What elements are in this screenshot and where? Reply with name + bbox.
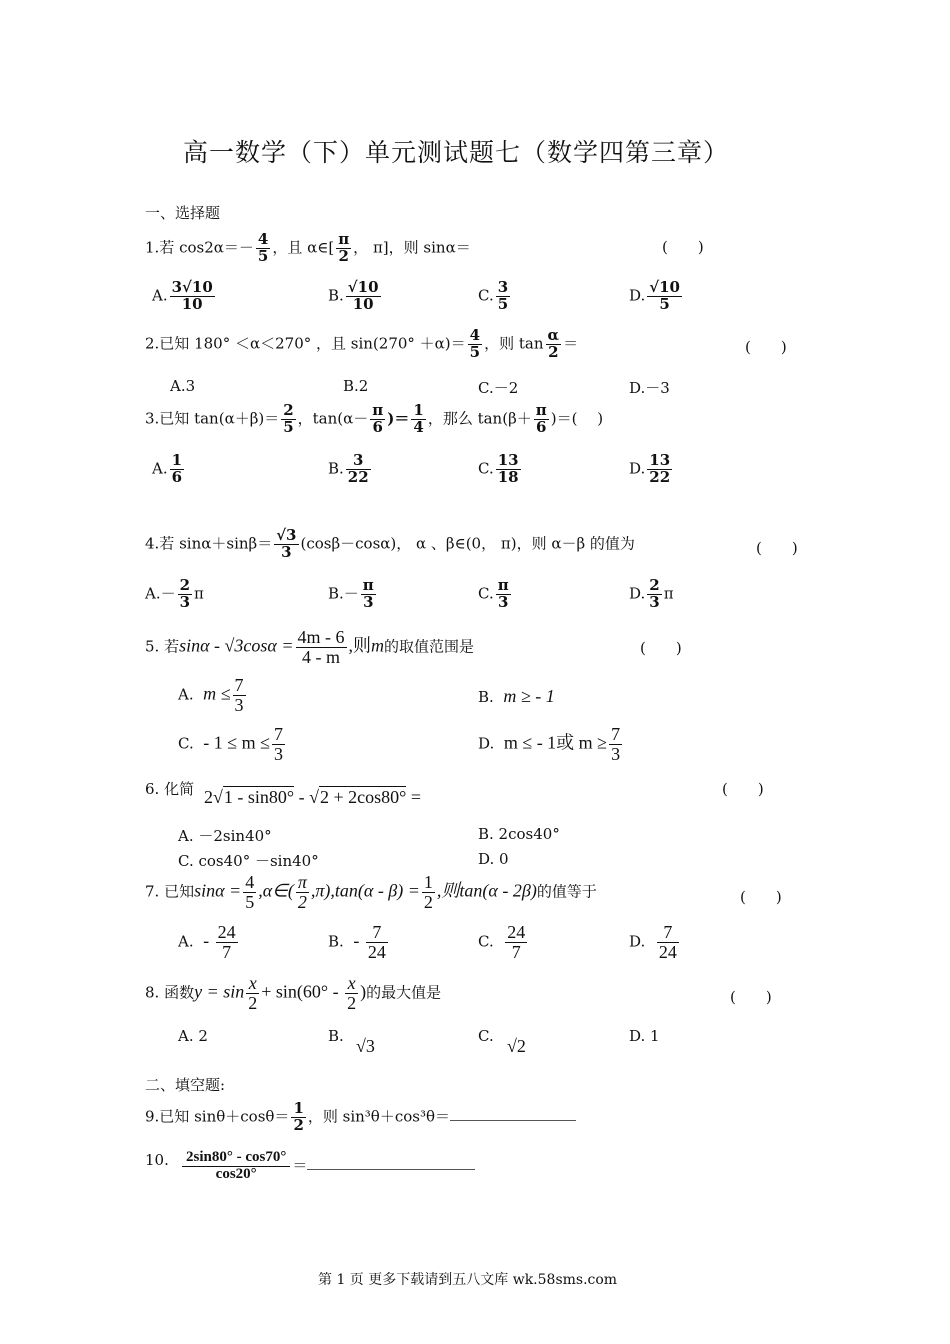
q6-option-a: A. －2sin40° xyxy=(178,827,272,845)
question-10: $\frac{2\sin 80^\circ - \cos 70^\circ}{\cos 20^\circ}$ ＝ xyxy=(180,1150,475,1183)
question-4: 4.若 sinα＋sinβ＝ $\frac{√3}{3}$ (cosβ－cosα)， α 、β∈(0， π)，则 α－β 的值为 xyxy=(145,526,635,561)
q7-option-d: D. $\frac{7}{24}$ xyxy=(629,922,677,962)
q7-option-c: C. $\frac{24}{7}$ xyxy=(478,922,526,962)
q6-option-d: D. 0 xyxy=(478,850,509,868)
q8-option-d: D. 1 xyxy=(629,1027,660,1045)
answer-paren: ( ) xyxy=(756,539,798,557)
q4-option-c: C. $\frac{\pi}{3}$ xyxy=(478,576,509,611)
answer-blank[interactable] xyxy=(450,1120,576,1121)
q8-option-b-value: √3 xyxy=(356,1036,375,1056)
q6-option-c: C. cos40° －sin40° xyxy=(178,852,319,870)
answer-paren: ( ) xyxy=(745,338,787,356)
q3-option-d: D. $\frac{13}{22}$ xyxy=(629,451,671,486)
q1-option-a: A. $\frac{3√10}{10}$ xyxy=(152,278,213,313)
page-title: 高一数学（下）单元测试题七（数学四第三章） xyxy=(183,138,730,167)
q6-expression: 2√1 - sin80° - √2 + 2cos80° = xyxy=(204,787,421,807)
q2-option-d: D.－3 xyxy=(629,379,670,397)
question-5: 5. 若sinα - √3cosα = $\frac{4m - 6}{4 - m}$ ,则m的取值范围是 xyxy=(145,627,475,667)
section-heading-fill: 二、填空题: xyxy=(145,1076,226,1094)
q4-option-a: A.－ $\frac{2}{3}$ π xyxy=(145,576,204,611)
q4-option-d: D. $\frac{2}{3}$ π xyxy=(629,576,674,611)
q8-option-c-value: √2 xyxy=(507,1036,526,1056)
q2-option-b: B.2 xyxy=(343,377,369,395)
q1-option-b: B. $\frac{√10}{10}$ xyxy=(328,278,379,313)
q5-option-c: C. - 1 ≤ m ≤ $\frac{7}{3}$ xyxy=(178,724,284,764)
question-2: 2.已知 180° ＜α＜270° ，且 sin(270° ＋α)＝ $\frac{4}{5}$ ，则 tan $\frac{\alpha}{2}$ ＝ xyxy=(145,326,579,361)
page-footer: 第 1 页 更多下载请到五八文库 wk.58sms.com xyxy=(318,1272,618,1288)
answer-paren: ( ) xyxy=(730,988,772,1006)
question-9: 9.已知 sinθ＋cosθ＝ $\frac{1}{2}$ ，则 sin³θ＋cos³θ＝ xyxy=(145,1101,576,1134)
question-6: 6. 化简 xyxy=(145,780,195,798)
q1-option-c: C. $\frac{3}{5}$ xyxy=(478,278,509,313)
q8-option-a: A. 2 xyxy=(178,1027,208,1045)
answer-paren: ( ) xyxy=(640,639,682,657)
q3-option-a: A. $\frac{1}{6}$ xyxy=(152,451,183,486)
q5-option-b: B. m ≥ - 1 xyxy=(478,686,555,706)
q5-option-d: D. m ≤ - 1或 m ≥ $\frac{7}{3}$ xyxy=(478,724,621,764)
question-8: 8. 函数y = sin $\frac{x}{2}$ + sin(60° - $\frac{x}{2}$ )的最大值是 xyxy=(145,973,442,1013)
question-3: 3.已知 tan(α＋β)＝ $\frac{2}{5}$ ，tan(α－ $\frac{\pi}{6}$ )＝ $\frac{1}{4}$ ，那么 tan(β＋ $\frac{\pi}{6}$ )＝( ) xyxy=(145,401,604,436)
answer-paren: ( ) xyxy=(740,888,782,906)
q4-option-b: B.－ $\frac{\pi}{3}$ xyxy=(328,576,374,611)
q7-option-a: A. - $\frac{24}{7}$ xyxy=(178,922,236,962)
q3-option-c: C. $\frac{13}{18}$ xyxy=(478,451,519,486)
question-7: 7. 已知sinα = $\frac{4}{5}$ ,α∈( $\frac{\pi}{2}$ ,π),tan(α - β) = $\frac{1}{2}$ ,则tan(α - 2β)的值等于 xyxy=(145,872,597,912)
q2-option-c: C.－2 xyxy=(478,379,519,397)
q8-option-c: C. xyxy=(478,1027,494,1045)
section-heading-choice: 一、选择题 xyxy=(145,204,221,222)
answer-blank[interactable] xyxy=(307,1169,475,1170)
q7-option-b: B. - $\frac{7}{24}$ xyxy=(328,922,386,962)
q8-option-b: B. xyxy=(328,1027,344,1045)
q3-option-b: B. $\frac{3}{22}$ xyxy=(328,451,369,486)
q2-option-a: A.3 xyxy=(170,377,196,395)
q5-option-a: A. m ≤ $\frac{7}{3}$ xyxy=(178,675,244,715)
q1-option-d: D. $\frac{√10}{5}$ xyxy=(629,278,680,313)
answer-paren: ( ) xyxy=(662,238,704,256)
question-1: 1.若 cos2α＝－ $\frac{4}{5}$ ，且 α∈[ $\frac{\pi}{2}$ ， π]，则 sinα＝ xyxy=(145,230,471,265)
q10-number: 10. xyxy=(145,1151,169,1169)
answer-paren: ( ) xyxy=(722,780,764,798)
q6-option-b: B. 2cos40° xyxy=(478,825,560,843)
